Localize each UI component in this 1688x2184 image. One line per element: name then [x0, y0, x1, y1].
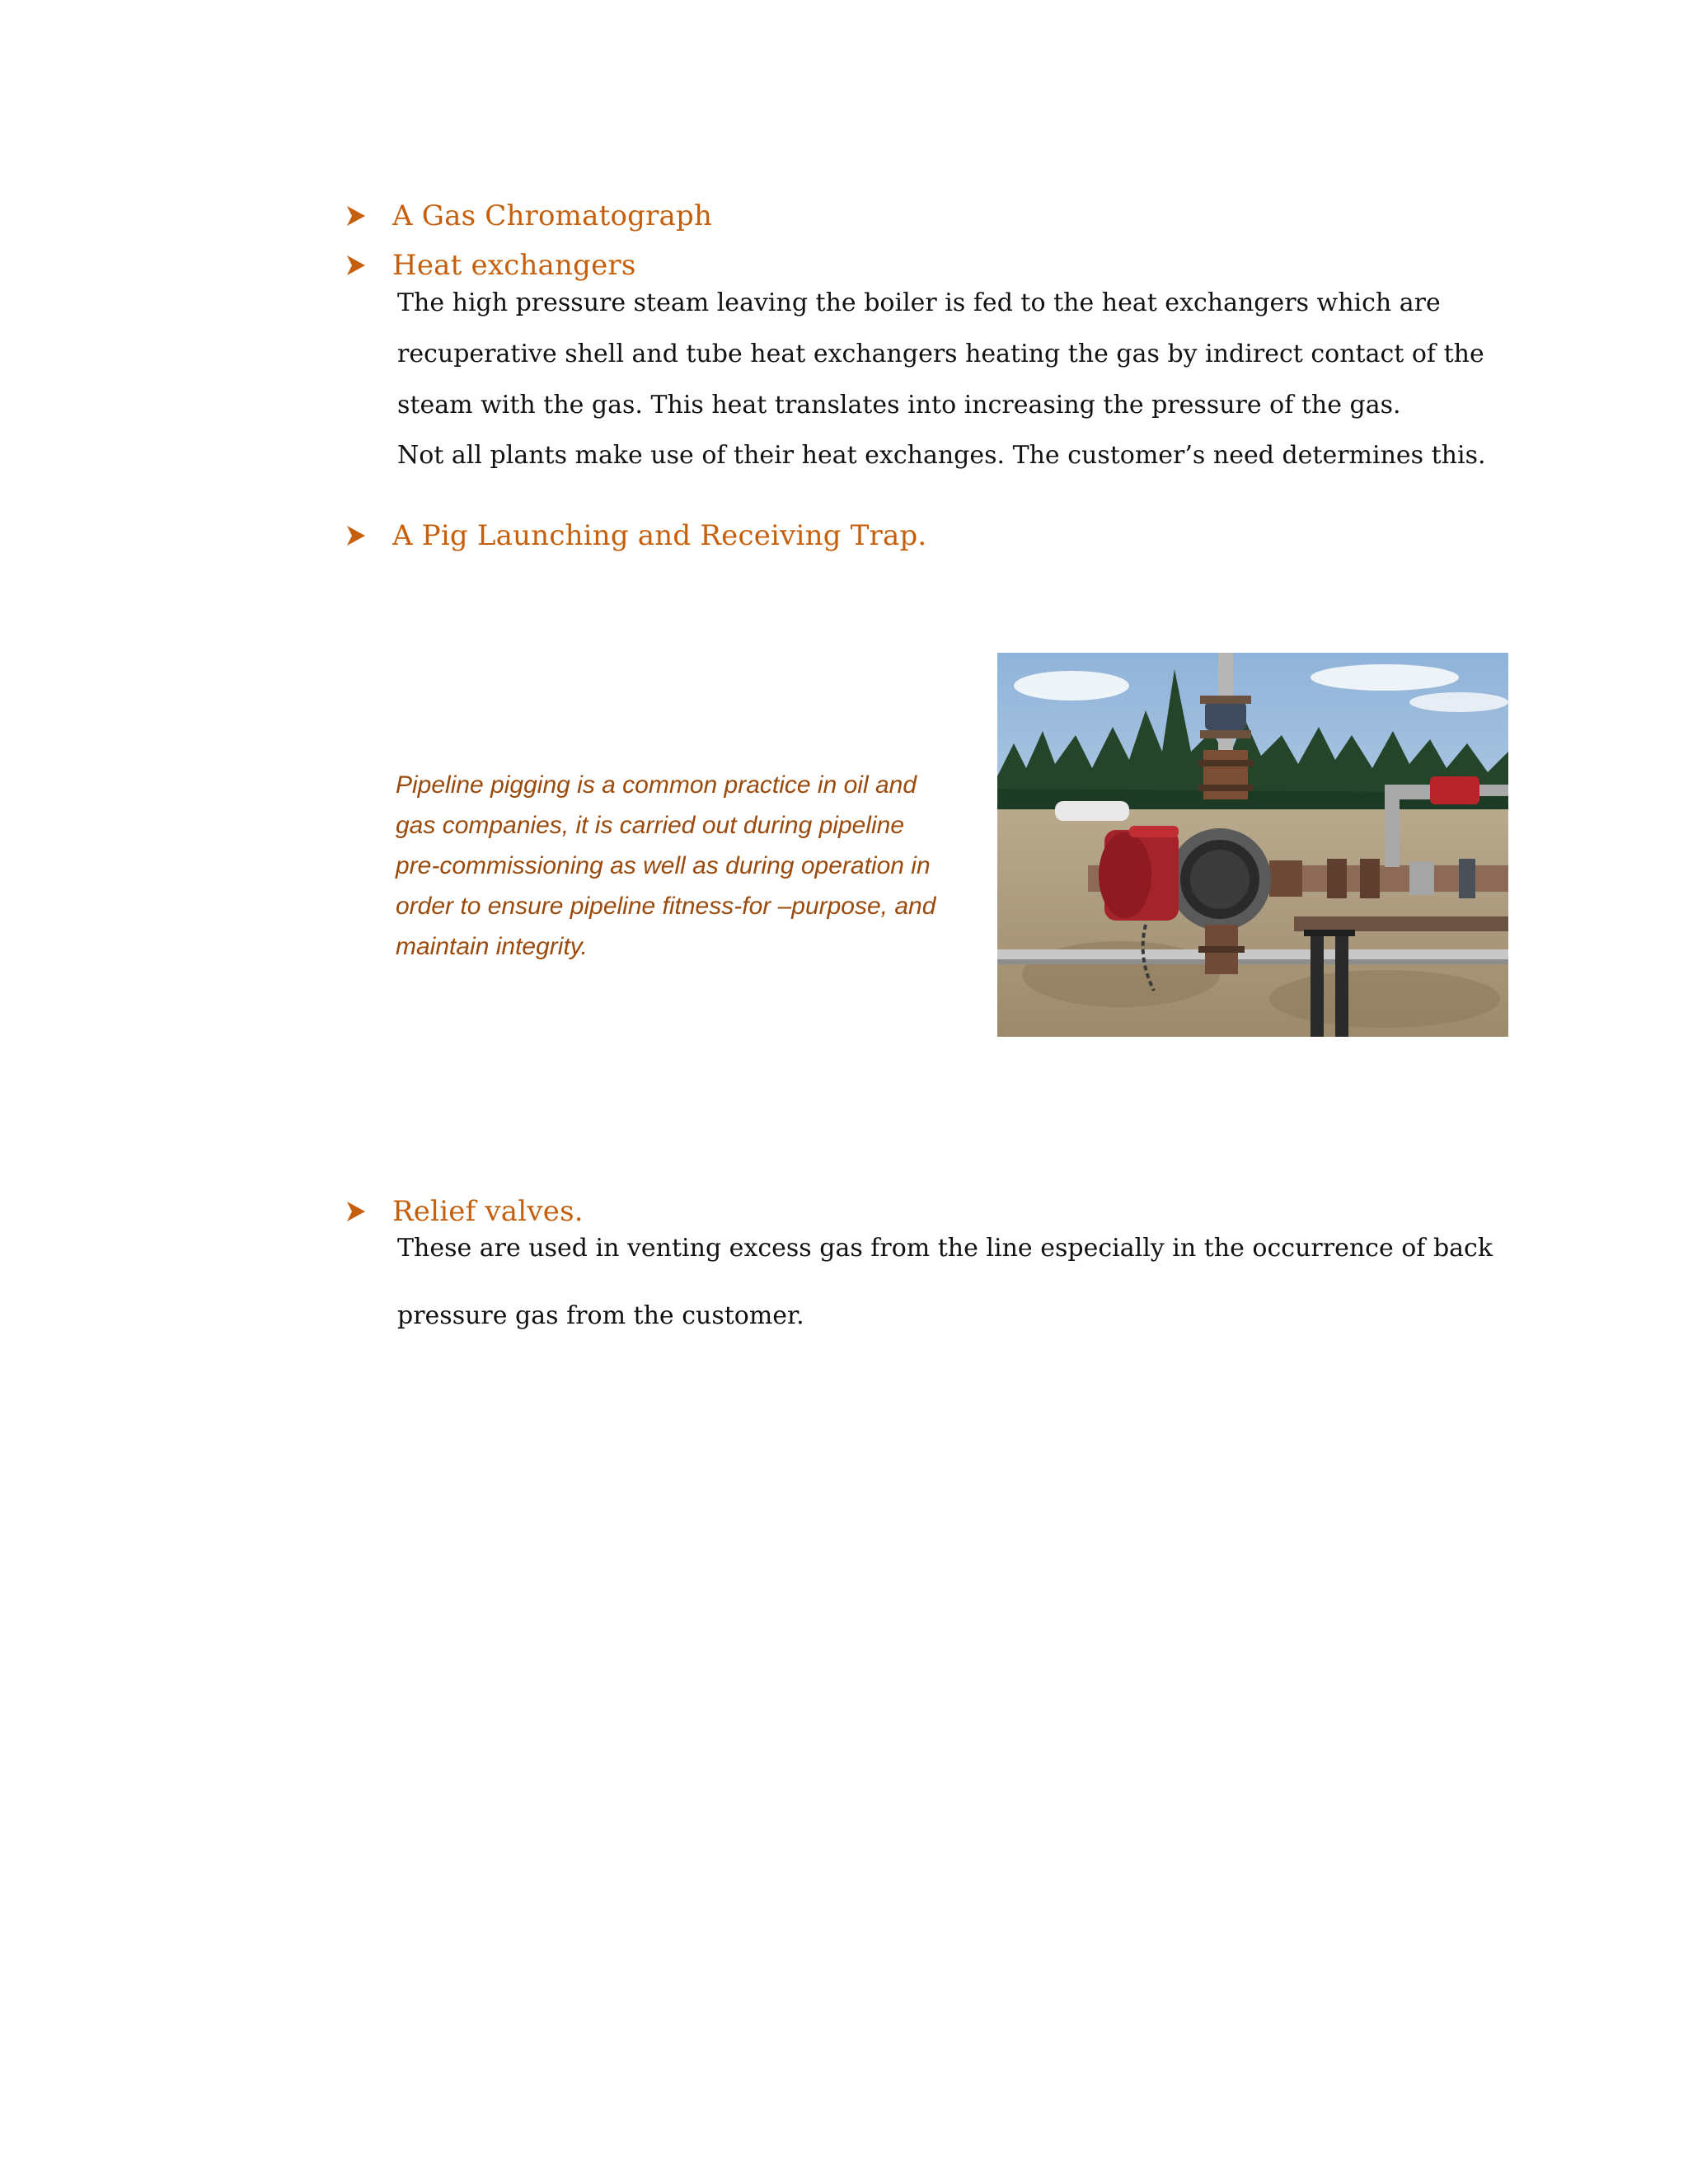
heading-relief-valves: Relief valves. — [392, 1195, 584, 1228]
paragraph-line: Not all plants make use of their heat exchanges. The customer’s need determines this. — [397, 441, 1486, 470]
paragraph-line: These are used in venting excess gas from the line especially in the occurrence of back — [397, 1234, 1493, 1263]
heading-heat-exchangers: Heat exchangers — [392, 249, 636, 282]
caption-line: Pipeline pigging is a common practice in oil and — [396, 771, 917, 799]
paragraph-line: recuperative shell and tube heat exchangers heating the gas by indirect contact of the — [397, 340, 1484, 368]
bullet-heading-pig-trap — [346, 519, 926, 552]
pigging-caption — [396, 765, 973, 967]
arrow-bullet-icon — [346, 525, 392, 546]
bullet-heading-relief-valves — [346, 1195, 584, 1228]
caption-line: order to ensure pipeline fitness-for –purpose, and — [396, 893, 936, 920]
caption-line: pre-commissioning as well as during operation in — [396, 852, 931, 879]
pipeline-pig-trap-photo — [997, 653, 1508, 1037]
caption-line: maintain integrity. — [396, 933, 588, 960]
paragraph-line: The high pressure steam leaving the boiler is fed to the heat exchangers which are — [397, 288, 1441, 317]
bullet-heading-heat-exchangers — [346, 249, 636, 282]
caption-line: gas companies, it is carried out during pipeline — [396, 812, 905, 839]
heading-gas-chromatograph: A Gas Chromatograph — [392, 199, 713, 232]
heading-pig-trap: A Pig Launching and Receiving Trap. — [392, 519, 927, 552]
paragraph-line: steam with the gas. This heat translates into increasing the pressure of the gas. — [397, 391, 1401, 419]
arrow-bullet-icon — [346, 205, 392, 227]
arrow-bullet-icon — [346, 255, 392, 276]
bullet-heading-gas-chromatograph — [346, 199, 712, 232]
arrow-bullet-icon — [346, 1201, 392, 1222]
paragraph-line: pressure gas from the customer. — [397, 1301, 804, 1330]
